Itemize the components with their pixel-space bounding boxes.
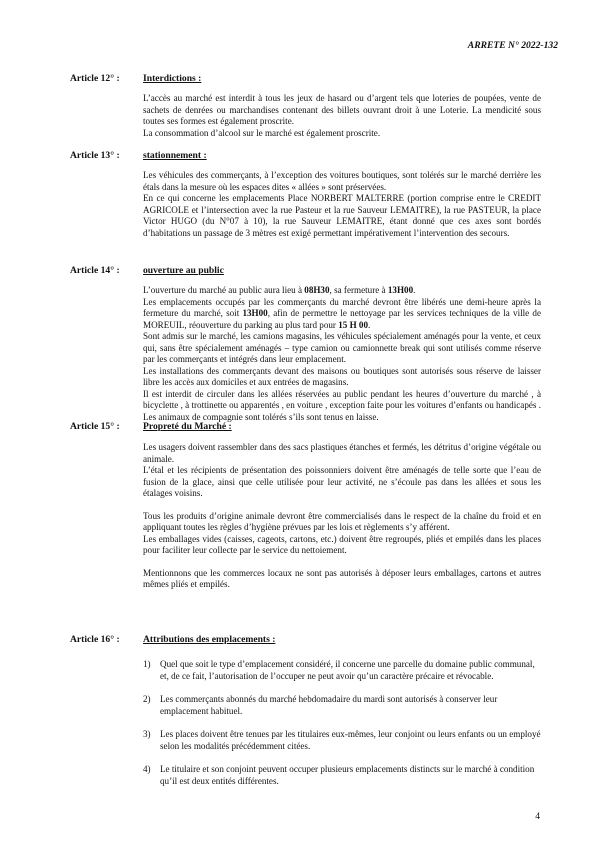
paragraph: En ce qui concerne les emplacements Place NORBERT MALTERRE (portion comprise entre le CREDIT AGRICOLE et l’intersection avec la rue Pasteur et la rue Sauveur LEMAITRE), la rue PASTEUR, la place Victor HUGO (du N°07 à 10), la rue Sauveur LEMAITRE, étant donné que ces axes sont bordés d’habitations un passage de 3 mètres est exigé permettant impérativement l’intervention des secours. bbox=[143, 193, 541, 238]
article-body bbox=[143, 285, 541, 423]
paragraph: L’ouverture du marché au public aura lieu à 08H30, sa fermeture à 13H00. bbox=[143, 285, 416, 295]
article-title: Propreté du Marché : bbox=[143, 421, 232, 432]
article-label: Article 15° : bbox=[70, 421, 120, 432]
paragraph: Mentionnons que les commerces locaux ne sont pas autorisés à déposer leurs emballages, cartons et autres mêmes pliés et empilés. bbox=[143, 567, 541, 589]
article-label: Article 14° : bbox=[70, 265, 120, 276]
list-item: 1) Quel que soit le type d’emplacement considéré, il concerne une parcelle du domaine public communal, et, de ce fait, l’autorisation de l’occuper ne peut avoir qu’un caractère précaire et révocable. bbox=[143, 659, 535, 681]
article-label: Article 16° : bbox=[70, 634, 120, 645]
article-title: stationnement : bbox=[143, 150, 207, 161]
attribution-list bbox=[143, 659, 541, 787]
article-body bbox=[143, 659, 541, 799]
article-body bbox=[143, 442, 541, 591]
paragraph: Sont admis sur le marché, les camions magasins, les véhicules spécialement aménagés pour la vente, et ceux qui, sans être spécialement aménagés – type camion ou camionnette break qui sont utilisés comme réserve par les commerçants et intégrés dans leur emplacement. bbox=[143, 331, 541, 364]
paragraph: Tous les produits d’origine animale devront être commercialisés dans le respect de la chaîne du froid et en appliquant toutes les règles d’hygiène prévues par les lois et règlements s’y afférent. bbox=[143, 510, 541, 532]
article-label: Article 13° : bbox=[70, 150, 120, 161]
list-item: 2) Les commerçants abonnés du marché hebdomadaire du mardi sont autorisés à conserver leur emplacement habituel. bbox=[143, 694, 498, 716]
article-body bbox=[143, 170, 541, 239]
article-title: Attributions des emplacements : bbox=[143, 634, 276, 645]
paragraph: La consommation d’alcool sur le marché est également proscrite. bbox=[143, 127, 381, 138]
paragraph: L’accès au marché est interdit à tous les jeux de hasard ou d’argent tels que loteries de poupées, vente de sachets de denrées ou marchandises contenant des billets ouvrant droit à une Loterie. La mendicité sous toutes ses formes est également proscrite. bbox=[143, 93, 541, 126]
article-title: Interdictions : bbox=[143, 73, 202, 84]
paragraph: Les installations des commerçants devant des maisons ou boutiques sont autorisés sous réserve de laisser libre les accès aux domiciles et aux entrées de magasins. bbox=[143, 365, 541, 387]
paragraph: Les emplacements occupés par les commerçants du marché devront être libérés une demi-heure après la fermeture du marché, soit 13H00, afin de permettre le nettoyage par les services techniques de la ville de MOREUIL, réouverture du parking au plus tard pour 15 H 00. bbox=[143, 296, 541, 330]
paragraph: Il est interdit de circuler dans les allées réservées au public pendant les heures d’ouverture du marché , à bicyclette , à trottinette ou apparentés , en voiture , exception faite pour les voitures d’enfants ou handicapés . Les animaux de compagnie sont tolérés s’ils sont tenus en laisse. bbox=[143, 388, 541, 422]
paragraph: Les usagers doivent rassembler dans des sacs plastiques étanches et fermés, les détritus d’origine végétale ou animale. bbox=[143, 442, 541, 464]
article-label: Article 12° : bbox=[70, 73, 120, 84]
list-item: 4) Le titulaire et son conjoint peuvent occuper plusieurs emplacements distincts sur le marché à condition qu’il est deux entités différentes. bbox=[143, 764, 535, 786]
article-title: ouverture au public bbox=[143, 265, 224, 276]
paragraph: L’étal et les récipients de présentation des poissonniers doivent être aménagés de telle sorte que l’eau de fusion de la glace, ainsi que celle utilisée pour leur activité, ne s’écoule pas dans les allées et sous les étalages voisins. bbox=[143, 465, 541, 498]
paragraph: Les véhicules des commerçants, à l’exception des voitures boutiques, sont tolérés sur le marché derrière les étals dans la mesure où les espaces dites « allées » sont préservées. bbox=[143, 170, 541, 192]
article-body bbox=[143, 93, 541, 139]
decree-reference: ARRETE N° 2022-132 bbox=[467, 40, 558, 51]
page-number: 4 bbox=[535, 811, 540, 822]
list-item: 3) Les places doivent être tenues par les titulaires eux-mêmes, leur conjoint ou leurs enfants ou un employé selon les modalités précédemment citées. bbox=[143, 729, 541, 751]
paragraph: Les emballages vides (caisses, cageots, cartons, etc.) doivent être regroupés, pliés et empilés dans les places pour faciliter leur collecte par le service du nettoiement. bbox=[143, 533, 541, 555]
